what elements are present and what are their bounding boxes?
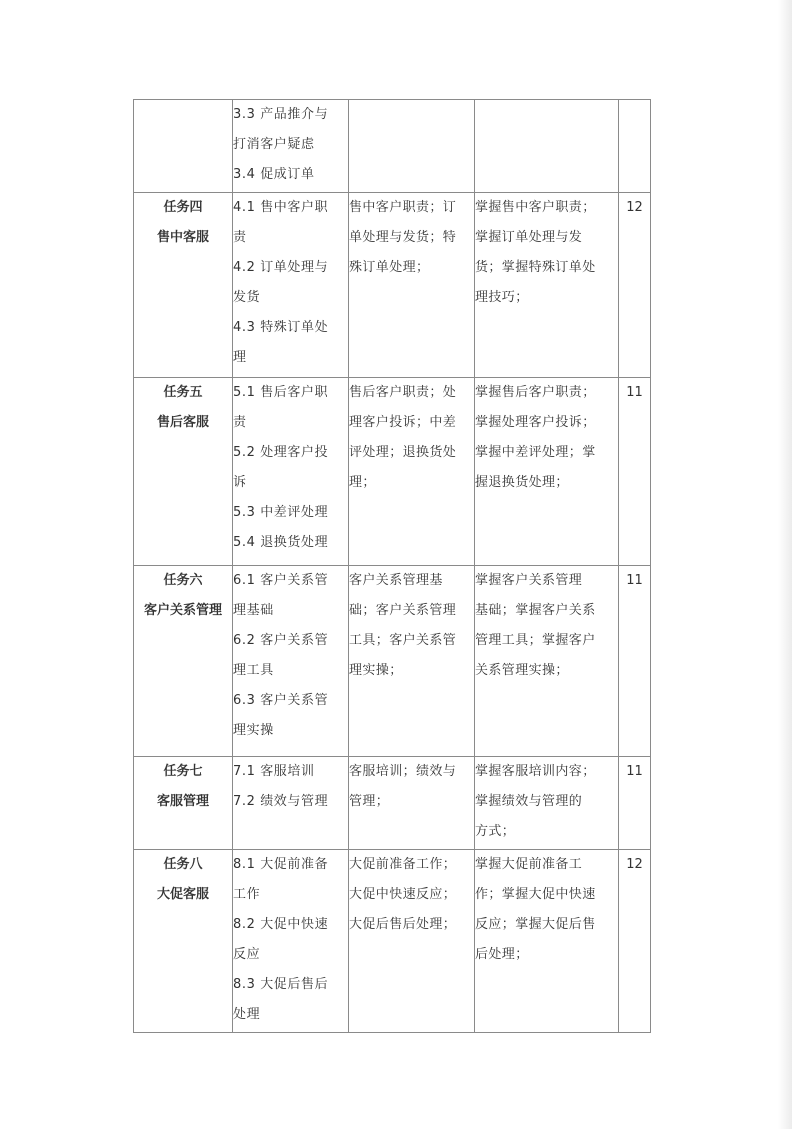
subtask-line: 工作: [233, 887, 261, 902]
subtask-line: 理工具: [233, 663, 274, 678]
goal-line: 掌握客户关系管理: [475, 573, 583, 588]
hours-cell: 12: [619, 850, 651, 1033]
content-line: 单处理与发货；特: [349, 230, 457, 245]
table-row: [134, 193, 651, 378]
subtask-line: 打消客户疑虑: [233, 137, 315, 152]
hours-cell: 12: [619, 193, 651, 378]
content-line: 殊订单处理；: [349, 260, 430, 275]
content-line: 大促中快速反应；: [349, 887, 457, 902]
subtask-line: 责: [233, 415, 247, 430]
table-row: [134, 378, 651, 566]
subtask-line: 7.2 绩效与管理: [233, 794, 329, 809]
goal-cell: [475, 193, 619, 378]
content-cell: [349, 850, 475, 1033]
task-name: 客户关系管理: [143, 603, 222, 618]
task-name: 售后客服: [156, 415, 209, 430]
hours-cell: 11: [619, 378, 651, 566]
task-label: 任务七: [163, 764, 203, 779]
task-label: 任务六: [163, 573, 203, 588]
task-cell: [134, 566, 233, 757]
subtask-line: 发货: [233, 290, 261, 305]
goal-line: 掌握绩效与管理的: [475, 794, 583, 809]
goal-line: 掌握售中客户职责；: [475, 200, 596, 215]
content-line: 客服培训；绩效与: [349, 764, 457, 779]
subtask-line: 责: [233, 230, 247, 245]
content-line: 大促前准备工作；: [349, 857, 457, 872]
subtask-cell: [233, 757, 349, 850]
content-line: 售中客户职责；订: [349, 200, 457, 215]
subtask-line: 3.4 促成订单: [233, 167, 315, 182]
task-cell: [134, 193, 233, 378]
content-cell: [349, 566, 475, 757]
subtask-line: 8.3 大促后售后: [233, 977, 329, 992]
table-row: [134, 100, 651, 193]
content-line: 售后客户职责；处: [349, 385, 457, 400]
goal-line: 掌握客服培训内容；: [475, 764, 596, 779]
content-line: 础；客户关系管理: [349, 603, 457, 618]
subtask-line: 理实操: [233, 723, 274, 738]
content-line: 理客户投诉；中差: [349, 415, 457, 430]
subtask-line: 4.2 订单处理与: [233, 260, 329, 275]
goal-cell: [475, 850, 619, 1033]
goal-line: 握退换货处理；: [475, 475, 569, 490]
subtask-line: 6.3 客户关系管: [233, 693, 329, 708]
goal-cell: [475, 378, 619, 566]
table-row: [134, 566, 651, 757]
subtask-cell: [233, 100, 349, 193]
table-body: [134, 100, 651, 1033]
task-label: 任务五: [163, 385, 203, 400]
task-cell: [134, 850, 233, 1033]
page-edge-shadow: [778, 0, 792, 1129]
subtask-line: 5.1 售后客户职: [233, 385, 329, 400]
task-cell: [134, 757, 233, 850]
course-schedule-table: [133, 99, 651, 1033]
goal-line: 掌握订单处理与发: [475, 230, 583, 245]
goal-line: 基础；掌握客户关系: [475, 603, 596, 618]
subtask-line: 5.4 退换货处理: [233, 535, 329, 550]
hours-cell: [619, 100, 651, 193]
subtask-line: 3.3 产品推介与: [233, 107, 329, 122]
task-name: 客服管理: [156, 794, 209, 809]
task-label: 任务四: [163, 200, 203, 215]
goal-cell: [475, 100, 619, 193]
task-name: 售中客服: [156, 230, 209, 245]
goal-line: 后处理；: [475, 947, 529, 962]
content-line: 理；: [349, 475, 376, 490]
task-cell: [134, 378, 233, 566]
subtask-line: 诉: [233, 475, 247, 490]
goal-line: 关系管理实操；: [475, 663, 569, 678]
table-row: [134, 850, 651, 1033]
goal-line: 反应；掌握大促后售: [475, 917, 596, 932]
subtask-line: 4.1 售中客户职: [233, 200, 329, 215]
goal-line: 货；掌握特殊订单处: [475, 260, 596, 275]
goal-line: 方式；: [475, 824, 516, 839]
subtask-cell: [233, 378, 349, 566]
task-label: 任务八: [163, 857, 203, 872]
subtask-line: 6.2 客户关系管: [233, 633, 329, 648]
goal-line: 作；掌握大促中快速: [475, 887, 596, 902]
subtask-line: 理: [233, 350, 247, 365]
task-cell: [134, 100, 233, 193]
subtask-cell: [233, 193, 349, 378]
content-line: 理实操；: [349, 663, 403, 678]
subtask-line: 5.3 中差评处理: [233, 505, 329, 520]
subtask-line: 7.1 客服培训: [233, 764, 315, 779]
content-line: 管理；: [349, 794, 390, 809]
content-line: 大促后售后处理；: [349, 917, 457, 932]
content-cell: [349, 100, 475, 193]
subtask-cell: [233, 566, 349, 757]
goal-line: 掌握大促前准备工: [475, 857, 583, 872]
hours-cell: 11: [619, 757, 651, 850]
subtask-cell: [233, 850, 349, 1033]
goal-line: 掌握中差评处理；掌: [475, 445, 596, 460]
content-line: 工具；客户关系管: [349, 633, 457, 648]
subtask-line: 反应: [233, 947, 261, 962]
goal-line: 掌握处理客户投诉；: [475, 415, 596, 430]
subtask-line: 处理: [233, 1007, 261, 1022]
subtask-line: 4.3 特殊订单处: [233, 320, 329, 335]
content-line: 评处理；退换货处: [349, 445, 457, 460]
goal-line: 理技巧；: [475, 290, 529, 305]
hours-cell: 11: [619, 566, 651, 757]
subtask-line: 8.2 大促中快速: [233, 917, 329, 932]
goal-line: 管理工具；掌握客户: [475, 633, 596, 648]
content-cell: [349, 757, 475, 850]
goal-line: 掌握售后客户职责；: [475, 385, 596, 400]
subtask-line: 8.1 大促前准备: [233, 857, 329, 872]
goal-cell: [475, 757, 619, 850]
task-name: 大促客服: [156, 887, 209, 902]
content-cell: [349, 193, 475, 378]
goal-cell: [475, 566, 619, 757]
table-row: [134, 757, 651, 850]
content-line: 客户关系管理基: [349, 573, 443, 588]
subtask-line: 6.1 客户关系管: [233, 573, 329, 588]
content-cell: [349, 378, 475, 566]
subtask-line: 理基础: [233, 603, 274, 618]
subtask-line: 5.2 处理客户投: [233, 445, 329, 460]
